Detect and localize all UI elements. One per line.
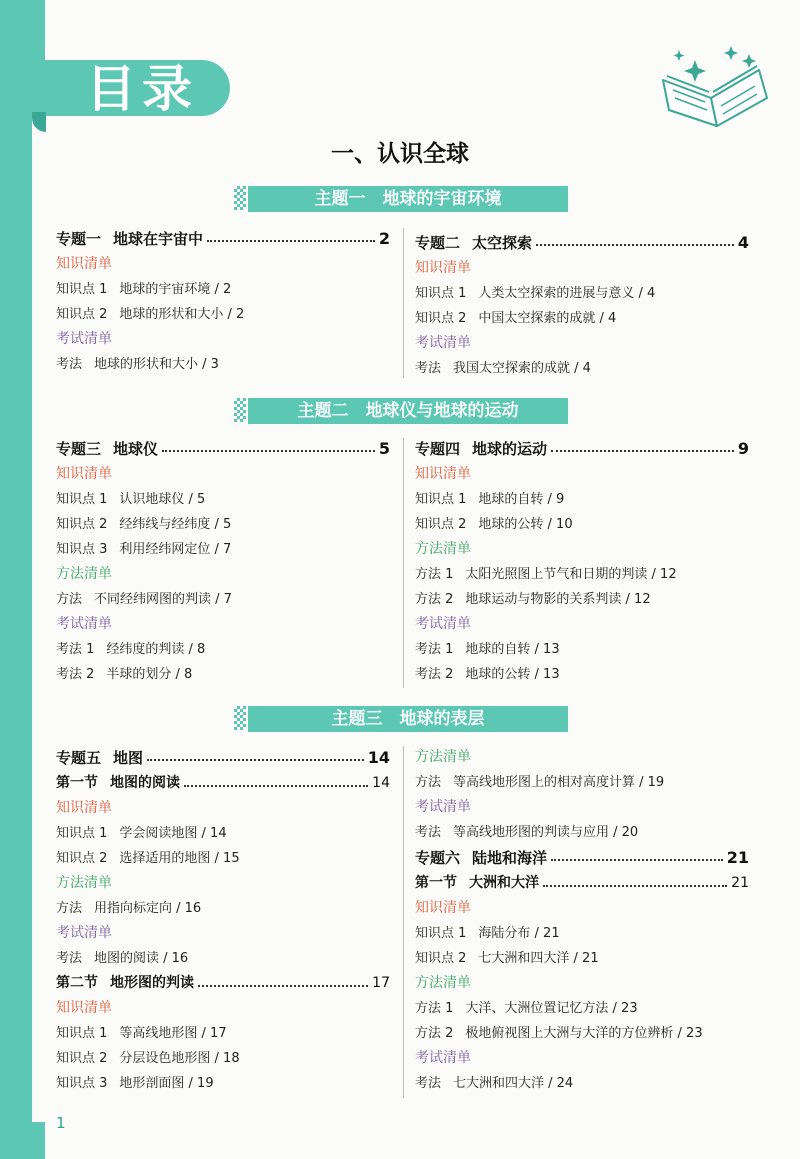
section-title: 一、认识全球: [331, 141, 469, 167]
entry-title: 地图: [113, 749, 144, 767]
dot-leader: [198, 985, 368, 987]
category-heading: 考试清单: [415, 616, 471, 632]
column-divider: [403, 228, 404, 378]
entry-page-number: 5: [378, 439, 390, 458]
category-heading: 知识清单: [415, 260, 471, 276]
entry-page-number: 21: [726, 848, 749, 867]
item-text: 七大洲和四大洋 / 24: [453, 1076, 574, 1091]
entry-title: 地图的阅读: [110, 775, 180, 791]
item-text: 地形剖面图 / 19: [119, 1076, 214, 1091]
toc-section-entry[interactable]: [56, 771, 390, 796]
banner-checker-decoration: [234, 398, 246, 422]
category-heading: 考试清单: [56, 616, 112, 632]
entry-label: 第二节: [56, 975, 98, 991]
item-text: 我国太空探索的成就 / 4: [453, 361, 591, 376]
dot-leader: [536, 244, 734, 246]
toc-item[interactable]: [56, 1021, 390, 1046]
item-key: 方法 1: [415, 1001, 454, 1016]
toc-item[interactable]: [56, 277, 390, 302]
item-text: 地球的公转 / 10: [478, 517, 573, 532]
theme-banner-3: 主题三 地球的表层: [248, 706, 568, 732]
toc-item[interactable]: [415, 487, 749, 512]
toc-item[interactable]: [415, 996, 749, 1021]
item-text: 认识地球仪 / 5: [119, 492, 206, 507]
item-text: 地球的宇宙环境 / 2: [119, 282, 232, 297]
toc-item[interactable]: [56, 1071, 390, 1096]
item-text: 七大洲和四大洋 / 21: [478, 951, 599, 966]
item-text: 经纬度的判读 / 8: [106, 642, 206, 657]
category-heading: 方法清单: [56, 566, 112, 582]
item-key: 考法 1: [415, 642, 454, 657]
dot-leader: [543, 885, 727, 887]
item-text: 人类太空探索的进展与意义 / 4: [478, 286, 656, 301]
toc-topic-entry[interactable]: [415, 436, 749, 462]
dot-leader: [184, 785, 368, 787]
toc-topic-entry[interactable]: [415, 230, 749, 256]
toc-item[interactable]: [415, 946, 749, 971]
toc-item[interactable]: [415, 562, 749, 587]
entry-label: 第一节: [56, 775, 98, 791]
item-key: 知识点 1: [415, 926, 467, 941]
entry-label: 专题一: [56, 230, 102, 248]
item-key: 知识点 1: [56, 826, 108, 841]
category-heading: 知识清单: [56, 1000, 112, 1016]
item-key: 知识点 2: [415, 951, 467, 966]
item-text: 地球的自转 / 13: [465, 642, 560, 657]
category-heading: 方法清单: [415, 975, 471, 991]
theme-banner-1: 主题一 地球的宇宙环境: [248, 186, 568, 212]
theme-2-left-column: [56, 436, 390, 687]
category-heading: 考试清单: [56, 925, 112, 941]
item-text: 中国太空探索的成就 / 4: [478, 311, 617, 326]
toc-topic-entry[interactable]: [415, 845, 749, 871]
item-text: 地图的阅读 / 16: [94, 951, 189, 966]
dot-leader: [147, 759, 364, 761]
page-title: 目录: [86, 60, 198, 118]
banner-checker-decoration: [234, 186, 246, 210]
item-key: 知识点 3: [56, 542, 108, 557]
item-text: 学会阅读地图 / 14: [119, 826, 227, 841]
toc-item[interactable]: [415, 770, 749, 795]
theme-3-left-column: [56, 745, 390, 1096]
toc-topic-entry[interactable]: [56, 226, 390, 252]
item-key: 知识点 2: [56, 851, 108, 866]
item-key: 考法: [415, 825, 442, 840]
item-text: 大洋、大洲位置记忆方法 / 23: [465, 1001, 638, 1016]
item-text: 地球的自转 / 9: [478, 492, 565, 507]
entry-page-number: 17: [372, 975, 390, 991]
dot-leader: [207, 240, 375, 242]
item-key: 方法 2: [415, 592, 454, 607]
item-key: 方法: [56, 901, 83, 916]
item-key: 知识点 3: [56, 1076, 108, 1091]
toc-item[interactable]: [415, 921, 749, 946]
item-key: 考法: [56, 357, 83, 372]
item-text: 等高线地形图上的相对高度计算 / 19: [453, 775, 665, 790]
toc-item[interactable]: [56, 587, 390, 612]
item-text: 经纬线与经纬度 / 5: [119, 517, 232, 532]
toc-item[interactable]: [415, 306, 749, 331]
entry-page-number: 14: [367, 748, 390, 767]
page-number: 1: [56, 1114, 66, 1132]
item-text: 选择适用的地图 / 15: [119, 851, 240, 866]
item-text: 分层设色地形图 / 18: [119, 1051, 240, 1066]
toc-section-entry[interactable]: [415, 871, 749, 896]
toc-topic-entry[interactable]: [56, 745, 390, 771]
item-key: 知识点 1: [415, 286, 467, 301]
item-text: 太阳光照图上节气和日期的判读 / 12: [465, 567, 677, 582]
category-heading: 考试清单: [415, 799, 471, 815]
entry-label: 专题六: [415, 849, 461, 867]
entry-title: 地球仪: [113, 440, 159, 458]
dot-leader: [162, 450, 375, 452]
toc-item[interactable]: [56, 637, 390, 662]
toc-item[interactable]: [415, 356, 749, 381]
item-key: 知识点 2: [56, 307, 108, 322]
item-text: 地球的公转 / 13: [465, 667, 560, 682]
entry-label: 专题三: [56, 440, 102, 458]
toc-item[interactable]: [56, 662, 390, 687]
item-key: 方法 1: [415, 567, 454, 582]
theme-2-right-column: [415, 436, 749, 687]
toc-item[interactable]: [56, 487, 390, 512]
entry-page-number: 2: [378, 229, 390, 248]
item-key: 考法: [56, 951, 83, 966]
category-heading: 知识清单: [56, 256, 112, 272]
category-heading: 方法清单: [415, 749, 471, 765]
item-key: 考法: [415, 1076, 442, 1091]
item-key: 考法 1: [56, 642, 95, 657]
banner-checker-decoration: [234, 706, 246, 730]
entry-title: 地球在宇宙中: [113, 230, 204, 248]
toc-item[interactable]: [415, 820, 749, 845]
theme-1-left-column: [56, 226, 390, 377]
item-key: 方法: [56, 592, 83, 607]
item-text: 利用经纬网定位 / 7: [119, 542, 232, 557]
toc-item[interactable]: [415, 512, 749, 537]
item-key: 知识点 1: [56, 492, 108, 507]
open-book-icon: [655, 40, 775, 132]
item-text: 半球的划分 / 8: [106, 667, 193, 682]
entry-title: 地球的运动: [472, 440, 548, 458]
toc-item[interactable]: [415, 1071, 749, 1096]
toc-item[interactable]: [56, 821, 390, 846]
item-text: 地球的形状和大小 / 3: [94, 357, 219, 372]
category-heading: 知识清单: [56, 466, 112, 482]
entry-label: 专题五: [56, 749, 102, 767]
item-text: 地球的形状和大小 / 2: [119, 307, 245, 322]
toc-item[interactable]: [415, 281, 749, 306]
toc-item[interactable]: [56, 946, 390, 971]
toc-topic-entry[interactable]: [56, 436, 390, 462]
column-divider: [403, 746, 404, 1098]
item-text: 等高线地形图 / 17: [119, 1026, 227, 1041]
item-text: 海陆分布 / 21: [478, 926, 560, 941]
item-text: 不同经纬网图的判读 / 7: [94, 592, 232, 607]
item-key: 知识点 2: [415, 311, 467, 326]
theme-3-right-column: [415, 745, 749, 1096]
entry-page-number: 21: [731, 875, 749, 891]
column-divider: [403, 438, 404, 688]
toc-item[interactable]: [56, 302, 390, 327]
toc-item[interactable]: [56, 352, 390, 377]
item-key: 考法 2: [415, 667, 454, 682]
entry-label: 专题二: [415, 234, 461, 252]
item-key: 知识点 1: [56, 282, 108, 297]
entry-label: 第一节: [415, 875, 457, 891]
item-key: 知识点 2: [56, 1051, 108, 1066]
category-heading: 考试清单: [415, 335, 471, 351]
toc-item[interactable]: [56, 896, 390, 921]
item-key: 方法: [415, 775, 442, 790]
entry-page-number: 4: [737, 233, 749, 252]
entry-page-number: 14: [372, 775, 390, 791]
item-key: 知识点 1: [56, 1026, 108, 1041]
category-heading: 方法清单: [415, 541, 471, 557]
toc-item[interactable]: [415, 637, 749, 662]
category-heading: 知识清单: [56, 800, 112, 816]
toc-item[interactable]: [56, 1046, 390, 1071]
toc-item[interactable]: [415, 587, 749, 612]
item-key: 方法 2: [415, 1026, 454, 1041]
entry-page-number: 9: [737, 439, 749, 458]
theme-1-right-column: [415, 230, 749, 381]
toc-section-entry[interactable]: [56, 971, 390, 996]
item-key: 考法: [415, 361, 442, 376]
toc-item[interactable]: [415, 662, 749, 687]
item-text: 极地俯视图上大洲与大洋的方位辨析 / 23: [465, 1026, 703, 1041]
category-heading: 知识清单: [415, 466, 471, 482]
entry-title: 陆地和海洋: [472, 849, 548, 867]
toc-item[interactable]: [56, 846, 390, 871]
item-key: 知识点 2: [56, 517, 108, 532]
item-key: 考法 2: [56, 667, 95, 682]
category-heading: 方法清单: [56, 875, 112, 891]
entry-title: 太空探索: [472, 234, 533, 252]
dot-leader: [551, 450, 734, 452]
item-key: 知识点 1: [415, 492, 467, 507]
item-text: 地球运动与物影的关系判读 / 12: [465, 592, 651, 607]
item-text: 等高线地形图的判读与应用 / 20: [453, 825, 639, 840]
toc-item[interactable]: [56, 512, 390, 537]
theme-banner-2: 主题二 地球仪与地球的运动: [248, 398, 568, 424]
category-heading: 考试清单: [415, 1050, 471, 1066]
entry-title: 大洲和大洋: [469, 875, 539, 891]
item-text: 用指向标定向 / 16: [94, 901, 202, 916]
entry-label: 专题四: [415, 440, 461, 458]
item-key: 知识点 2: [415, 517, 467, 532]
category-heading: 知识清单: [415, 900, 471, 916]
toc-item[interactable]: [415, 1021, 749, 1046]
toc-item[interactable]: [56, 537, 390, 562]
category-heading: 考试清单: [56, 331, 112, 347]
entry-title: 地形图的判读: [110, 975, 194, 991]
dot-leader: [551, 859, 723, 861]
